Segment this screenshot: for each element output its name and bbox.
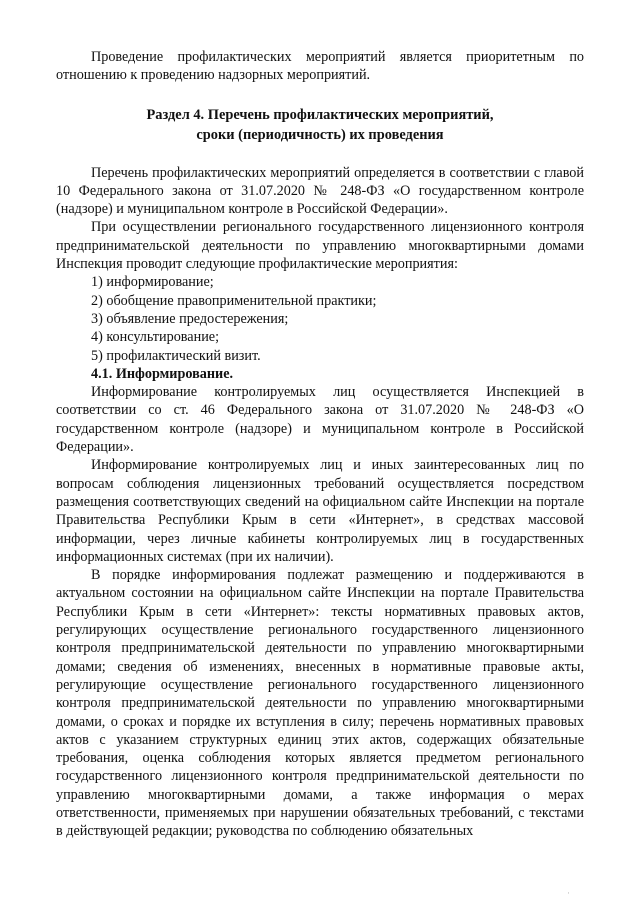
list-item: 2) обобщение правоприменительной практики; [91, 292, 377, 309]
paragraph-measures-basis: Перечень профилактических мероприятий определяется в соответствии с главой 10 Федерального закона от 31.07.2020 № 248-ФЗ «О государственном контроле (надзоре) и муниципальном контроле в Российской Федерации». [56, 164, 584, 218]
section-heading [56, 105, 584, 145]
section-heading-line-1: Раздел 4. Перечень профилактических мероприятий, [146, 106, 494, 123]
paragraph-informing-channels: Информирование контролируемых лиц и иных заинтересованных лиц по вопросам соблюдения лицензионных требований осуществляется посредством размещения соответствующих сведений на официальном сайте Инспекции на портале Правительства Республики Крым в сети «Интернет», в средствах массовой информации, через личные кабинеты контролируемых лиц в государственных информационных системах (при их наличии). [56, 457, 584, 565]
scan-mark: · [567, 889, 570, 899]
list-item: 5) профилактический визит. [91, 347, 261, 364]
measures-list [56, 273, 584, 364]
list-item: 1) информирование; [91, 274, 214, 291]
paragraph-measures-list-intro: При осуществлении регионального государственного лицензионного контроля предпринимательской деятельности по управлению многоквартирными домами Инспекция проводит следующие профилактические мероприятия: [56, 219, 584, 273]
section-heading-line-2: сроки (периодичность) их проведения [196, 126, 444, 143]
list-item: 4) консультирование; [91, 329, 220, 346]
intro-paragraph: Проведение профилактических мероприятий является приоритетным по отношению к проведению надзорных мероприятий. [56, 49, 584, 84]
subsection-heading: 4.1. Информирование. [91, 365, 234, 382]
list-item: 3) объявление предостережения; [91, 310, 289, 327]
paragraph-informing-content: В порядке информирования подлежат размещению и поддерживаются в актуальном состоянии на официальном сайте Инспекции на портале Правительства Республики Крым в сети «Интернет»: тексты нормативных правовых актов, регулирующих осуществление регионального государственного лицензионного контроля предпринимательской деятельности по управлению многоквартирными домами; сведения об изменениях, внесенных в нормативные правовые акты, регулирующие осуществление регионального государственного лицензионного контроля предпринимательской деятельности по управлению многоквартирными домами, о сроках и порядке их вступления в силу; перечень нормативных правовых актов с указанием структурных единиц этих актов, содержащих обязательные требования, оценка соблюдения которых является предметом регионального государственного лицензионного контроля предпринимательской деятельности по управлению многоквартирными домами, а также информация о мерах ответственности, применяемых при нарушении обязательных требований, с текстами в действующей редакции; руководства по соблюдению обязательных [56, 567, 584, 840]
paragraph-informing-basis: Информирование контролируемых лиц осуществляется Инспекцией в соответствии со ст. 46 Федерального закона от 31.07.2020 № 248-ФЗ «О государственном контроле (надзоре) и муниципальном контроле в Российской Федерации». [56, 384, 584, 456]
document-page [56, 48, 584, 841]
